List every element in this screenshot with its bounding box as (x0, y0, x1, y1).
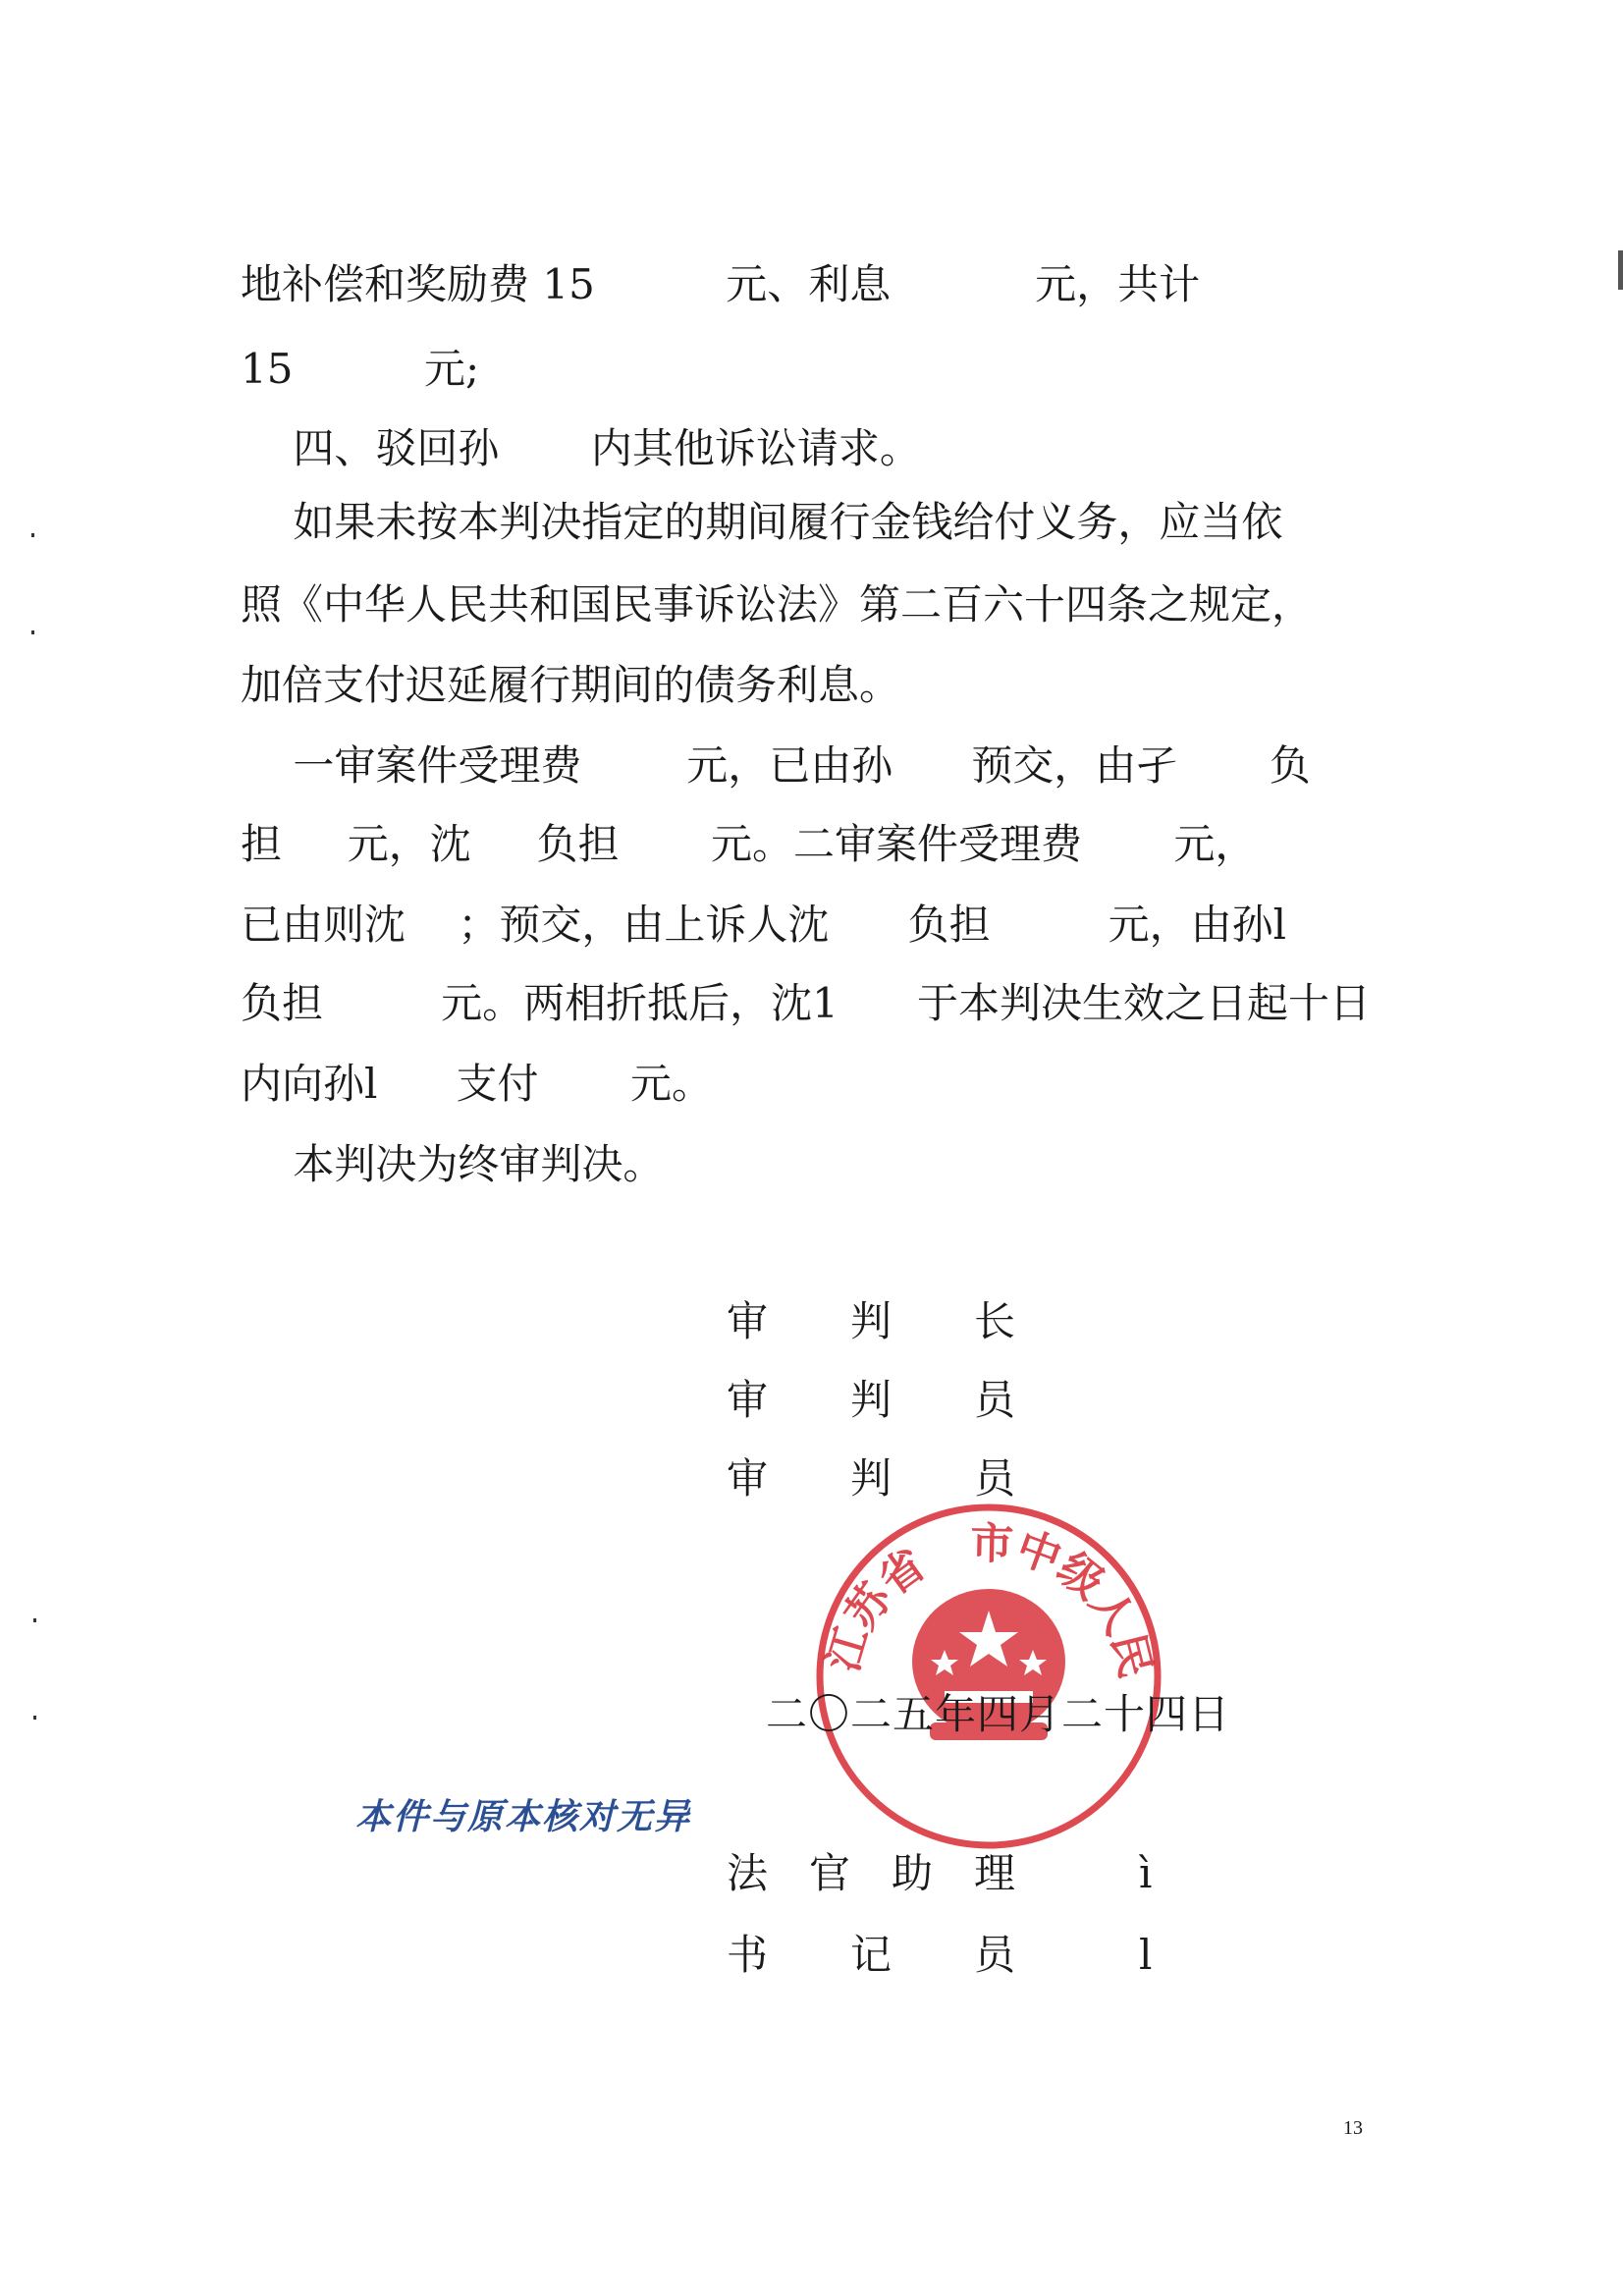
body-line-9: 已由则沈 ；预交，由上诉人沈 负担 元，由孙l (241, 901, 1287, 949)
verification-stamp: 本件与原本核对无异 (355, 1796, 692, 1837)
scan-speck (33, 1618, 36, 1622)
signature-chief-judge: 审 判 长 (727, 1297, 1016, 1345)
body-line-3: 四、驳回孙 内其他诉讼请求。 (241, 424, 921, 472)
body-line-7: 一审案件受理费 元，已由孙 预交，由孑 负 (241, 741, 1311, 790)
body-line-6: 加倍支付迟延履行期间的债务利息。 (241, 661, 901, 709)
body-line-4: 如果未按本判决指定的期间履行金钱给付义务，应当依 (241, 498, 1283, 546)
body-line-2: 15 元; (241, 345, 480, 393)
court-seal-icon (807, 1495, 1170, 1858)
body-line-11: 内向孙l 支付 元。 (241, 1060, 713, 1108)
signature-judge-assistant: 法 官 助 理 ì (727, 1849, 1153, 1897)
signature-judge-1: 审 判 员 (727, 1376, 1016, 1424)
judgment-date: 二〇二五年四月二十四日 (766, 1690, 1231, 1738)
body-line-10: 负担 元。两相折抵后，沈1 于本判决生效之日起十日 (241, 979, 1371, 1027)
scan-edge-mark (1618, 250, 1623, 290)
body-line-12: 本判决为终审判决。 (241, 1140, 665, 1188)
signature-judge-2: 审 判 员 (727, 1454, 1016, 1503)
scan-speck (31, 533, 34, 537)
seal-text: 江苏省 市中级人民 (817, 1518, 1162, 1683)
signature-clerk: 书 记 员 l (727, 1931, 1153, 1979)
body-line-5: 照《中华人民共和国民事诉讼法》第二百六十四条之规定， (241, 580, 1314, 629)
body-line-8: 担 元，沈 负担 元。二审案件受理费 元， (241, 820, 1257, 868)
scan-speck (31, 630, 34, 634)
body-line-1: 地补偿和奖励费 15 元、利息 元，共计 (241, 260, 1201, 308)
scan-speck (33, 1716, 36, 1720)
page-number: 13 (1343, 2117, 1363, 2139)
